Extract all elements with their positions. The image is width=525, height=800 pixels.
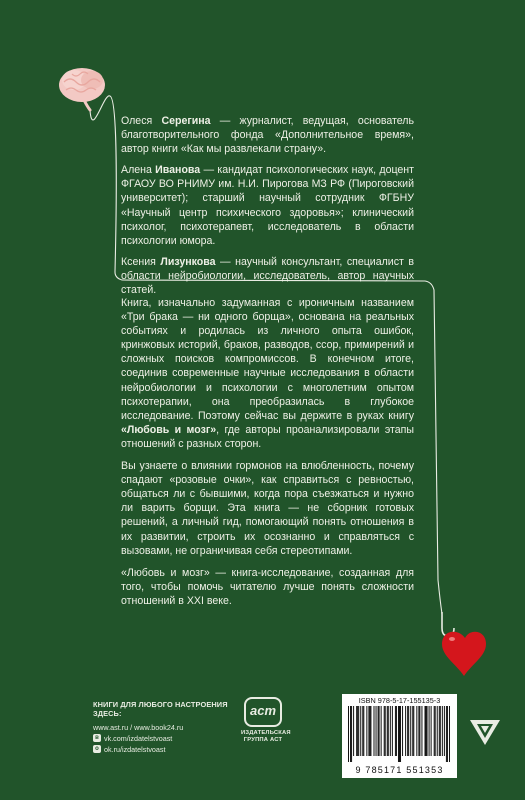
authors-section (121, 114, 414, 304)
author-description: — журналист, ведущая, основатель благотворительного фонда «Дополнительное время», автор книги «Как мы развлекали страну». (121, 115, 415, 156)
vk-icon: в (93, 734, 101, 742)
publisher-logo (241, 697, 291, 744)
v-logo-icon (468, 717, 502, 747)
brain-icon (59, 68, 105, 110)
author-bio (121, 114, 414, 156)
description-paragraph: «Любовь и мозг» — книга-исследование, созданная для того, чтобы помочь читателю лучше понять сложности отношений в XXI веке. (121, 566, 414, 607)
description-text: , где авторы проанализировали этапы отношений с разных сторон. (121, 423, 414, 450)
author-surname: Лизункова (160, 255, 216, 268)
websites-text: www.ast.ru / www.book24.ru (93, 722, 184, 732)
ok-link[interactable] (93, 744, 233, 755)
barcode-number: 9 785171 551353 (355, 765, 444, 775)
author-description: — кандидат психологических наук, доцент ФГАОУ ВО РНИМУ им. Н.И. Пирогова МЗ РФ (Пироговский университет); старший научный сотрудник ФГБНУ «Научный центр психического здоровья»; клинический психолог, психотерапевт, исследователь в области психологии юмора. (121, 164, 414, 247)
promo-heading: КНИГИ ДЛЯ ЛЮБОГО НАСТРОЕНИЯ ЗДЕСЬ: (93, 700, 228, 719)
isbn-label: ISBN 978-5-17-155135-3 (358, 696, 441, 705)
author-surname: Серегина (161, 115, 211, 127)
book-description (121, 296, 414, 616)
author-surname: Иванова (155, 164, 201, 177)
barcode-bars (348, 706, 451, 762)
author-description: — научный консультант, специалист в области нейробиологии, исследователь, автор научных статей. (121, 255, 415, 297)
ast-logo-mark (244, 697, 282, 727)
author-bio (121, 255, 414, 297)
publisher-contacts (93, 700, 233, 755)
ok-icon: о (93, 745, 101, 753)
websites-link[interactable] (93, 722, 233, 733)
description-text: Книга, изначально задуманная с ироничным названием «Три брака — ни одного борща», основана на реальных событиях и родилась из личного опыта ошибок, кринжовых историй, браков, разводов, ссор, примирений и сложных поисков компромиссов. В конечном итоге, соединив современные научные исследования в области нейробиологии и психологии с многолетним опытом психотерапии, она преобразилась в глубокое исследование. Поэтому сейчас вы держите в руках книгу (121, 297, 414, 422)
ast-logo-text: аст (249, 703, 277, 718)
author-first-name: Олеся (121, 115, 162, 127)
description-paragraph (121, 296, 414, 451)
vk-text: vk.com/izdatelstvoast (104, 733, 173, 743)
publisher-caption: ИЗДАТЕЛЬСКАЯ ГРУППА АСТ (241, 730, 291, 743)
heart-icon (442, 632, 486, 676)
vk-link[interactable] (93, 733, 233, 744)
author-first-name: Алена (121, 164, 156, 177)
description-paragraph: Вы узнаете о влиянии гормонов на влюбленность, почему спадают «розовые очки», как справиться с ревностью, общаться ли с бывшими, когда пора съезжаться и нужно ли варить борщи. Эта книга — не сборник готовых решений, а личный гид, помогающий понять отношения в их развитии, строить их осознанно и справляться с вызовами, не ограничивая себя стереотипами. (121, 460, 414, 557)
ok-text: ok.ru/izdatelstvoast (104, 744, 166, 754)
isbn-barcode (342, 694, 457, 778)
book-title-inline: «Любовь и мозг» (121, 423, 217, 436)
author-first-name: Ксения (121, 255, 161, 268)
author-bio (121, 163, 414, 248)
